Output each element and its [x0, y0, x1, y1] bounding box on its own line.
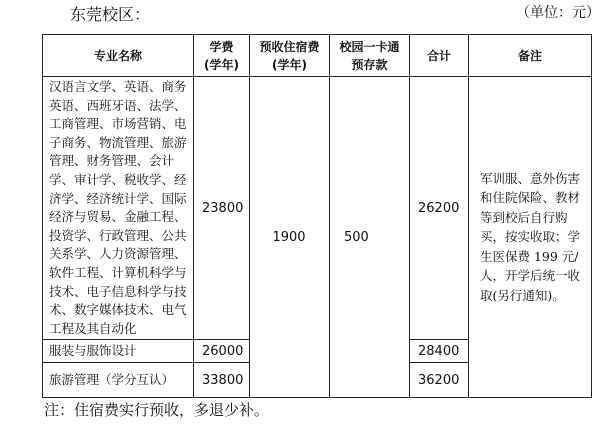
header-total: 合计 — [410, 35, 469, 77]
total-cell: 26200 — [410, 77, 469, 340]
header-tuition-label: 学费 — [209, 39, 234, 54]
major-cell: 汉语言文学、英语、商务英语、西班牙语、法学、工商管理、市场营销、电子商务、物流管理、旅游管理、财务管理、会计学、审计学、税收学、经济学、经济统计学、国际经济与贸易、金融工程、投资学、行政管理、公共关系学、人力资源管理、软件工程、计算机科学与技术、电子信息科学与技术、数字媒体技术、电气工程及其自动化 — [43, 77, 194, 340]
header-card-label: 校园一卡通 — [339, 39, 400, 54]
header-dorm — [250, 35, 330, 77]
card-deposit-cell: 500 — [330, 77, 410, 398]
header-dorm-label: 预收住宿费 — [259, 39, 320, 54]
major-cell: 旅游管理（学分互认） — [43, 363, 194, 398]
remark-cell: 军训服、意外伤害和住院保险、教材等到校后自行购买，按实收取；学生医保费 199 元/人，开学后统一收取(另行通知)。 — [469, 77, 592, 398]
footnote: 注：住宿费实行预收，多退少补。 — [44, 401, 270, 419]
header-tuition-period: (学年) — [204, 57, 239, 72]
tuition-cell: 26000 — [194, 340, 250, 363]
fee-table — [42, 34, 592, 398]
header-card-sub: 预存款 — [351, 57, 388, 72]
header-card — [330, 35, 410, 77]
campus-title: 东莞校区： — [70, 5, 151, 24]
unit-label: （单位：元） — [516, 5, 600, 21]
header-dorm-period: (学年) — [272, 57, 307, 72]
dorm-fee-cell: 1900 — [250, 77, 330, 398]
table-row — [43, 77, 592, 340]
header-remark: 备注 — [469, 35, 592, 77]
header-tuition — [194, 35, 250, 77]
total-cell: 36200 — [410, 363, 469, 398]
tuition-cell: 23800 — [194, 77, 250, 340]
tuition-cell: 33800 — [194, 363, 250, 398]
header-major: 专业名称 — [43, 35, 194, 77]
total-cell: 28400 — [410, 340, 469, 363]
major-cell: 服装与服饰设计 — [43, 340, 194, 363]
header-row — [43, 35, 592, 77]
